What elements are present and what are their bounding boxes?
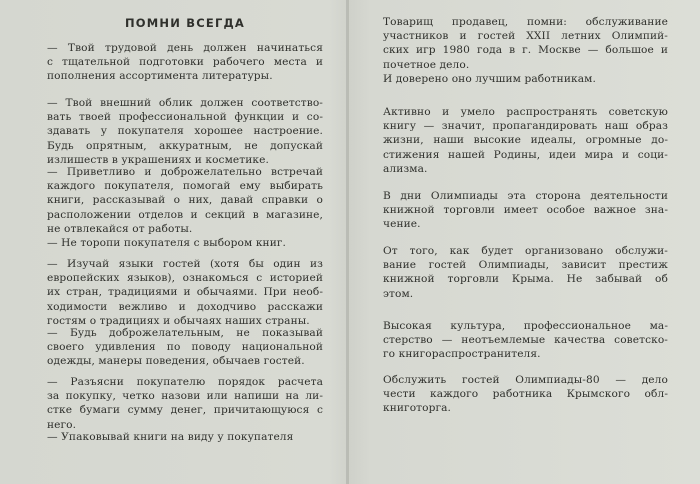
body-paragraph [383,189,668,232]
text-line: — Упаковывай книги на виду у покупателя [47,431,294,443]
text-line: стке бумаги сумму денег, причитающуюся с [47,404,323,417]
text-line: ализма. [383,162,428,175]
text-line: чение. [383,218,421,231]
text-line: От того, как будет организовано обслужи- [383,245,668,257]
text-line: жизни, наши высокие идеалы, огромные до- [383,134,668,147]
text-line: этом. [383,287,414,300]
text-line: вание гостей Олимпиады, зависит престиж [383,259,668,272]
body-paragraph [383,244,668,301]
text-line: него. [47,418,77,431]
text-line: книжной торговли имеет особое важное зна- [383,204,668,217]
rule-paragraph [47,375,323,432]
rule-paragraph [47,41,323,84]
text-line: — Не торопи покупателя с выбором книг. [47,237,286,249]
text-line: книгу — значит, пропагандировать наш образ [383,120,668,133]
text-line: вать твоей профессиональной функции и со- [47,111,323,124]
text-line: — Твой трудовой день должен начинаться [47,42,323,54]
text-line: чести каждого работника Крымского обл- [383,388,668,401]
rule-paragraph [47,326,323,369]
text-line: го книгораспространителя. [383,348,541,361]
text-line: своего удивления по поводу национальной [47,341,323,354]
text-line: книготорга. [383,402,452,415]
page-title: ПОМНИ ВСЕГДА [124,16,246,30]
text-line: европейских языков), ознакомься с историей [47,272,323,285]
text-line: их стран, традициями и обычаями. При необ- [47,286,323,299]
text-line: — Разъясни покупателю порядок расчета [47,376,323,388]
text-line: излишеств в украшениях и косметике. [47,153,269,166]
text-line: стижения нашей Родины, идеи мира и соци- [383,148,668,161]
text-line: книжной торговли Крыма. Не забывай об [383,273,668,286]
rule-paragraph [47,165,323,236]
body-paragraph [383,373,668,416]
text-line: гостям о традициях и обычаях наших страны. [47,314,310,327]
text-line: Товарищ продавец, помни: обслуживание [383,16,668,28]
text-line: книги, рассказывай о них, давай справки о [47,194,323,207]
text-line: пополнения ассортимента литературы. [47,70,273,83]
text-line: одежды, манеры поведения, обычаев гостей. [47,355,305,368]
text-line: расположении отделов и секций в магазине, [47,208,323,221]
text-line: Будь опрятным, аккуратным, не допускай [47,139,323,152]
text-line: Высокая культура, профессиональное ма- [383,320,668,332]
text-line: почетное дело. [383,58,470,71]
text-line: — Изучай языки гостей (хотя бы один из [47,258,323,270]
body-paragraph [383,105,668,176]
text-line: ских игр 1980 года в г. Москве — большое и [383,44,668,57]
text-line: Обслужить гостей Олимпиады-80 — дело [383,374,668,386]
text-line: И доверено оно лучшим работникам. [383,72,596,85]
text-line: — Приветливо и доброжелательно встречай [47,166,323,178]
text-line: стерство — неотъемлемые качества советско- [383,334,668,347]
text-line: Активно и умело распространять советскую [383,106,668,118]
text-line: участников и гостей XXII летних Олимпий- [383,30,668,43]
text-line: за покупку, четко назови или напиши на ли- [47,390,323,403]
text-line: — Твой внешний облик должен соответство- [47,97,323,109]
rule-paragraph [47,430,323,444]
text-line: В дни Олимпиады эта сторона деятельности [383,190,668,202]
rule-paragraph [47,96,323,167]
body-paragraph [383,319,668,362]
text-line: с тщательной подготовки рабочего места и [47,56,323,69]
rule-paragraph [47,236,323,250]
rule-paragraph [47,257,323,328]
body-paragraph [383,15,668,86]
text-line: здавать у покупателя хорошее настроение. [47,125,323,138]
text-line: не отвлекайся от работы. [47,222,193,235]
page-fold [346,0,349,484]
text-line: ходимости вежливо и доходчиво расскажи [47,300,323,313]
text-line: каждого покупателя, помогай ему выбирать [47,180,323,193]
text-line: — Будь доброжелательным, не показывай [47,327,323,339]
